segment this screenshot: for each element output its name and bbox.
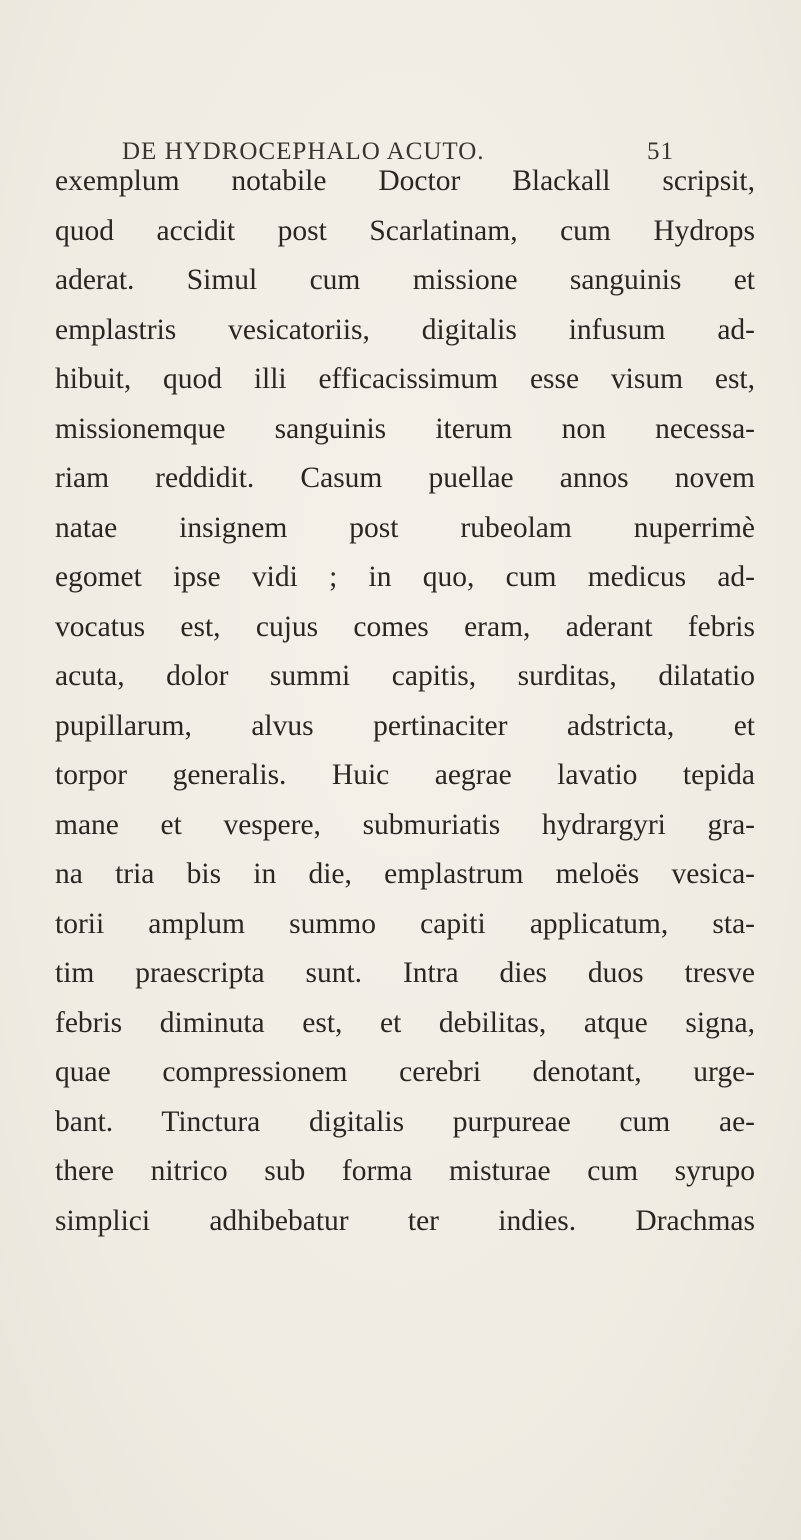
text-line: na tria bis in die, emplastrum meloës vesica-: [55, 858, 755, 890]
text-line: bant. Tinctura digitalis purpureae cum ae-: [55, 1105, 755, 1138]
running-title: DE HYDROCEPHALO ACUTO.: [122, 138, 485, 165]
text-line: torii amplum summo capiti applicatum, sta-: [55, 907, 755, 940]
text-line: missionemque sanguinis iterum non necessa-: [55, 412, 755, 445]
text-line: febris diminuta est, et debilitas, atque signa,: [55, 1006, 755, 1039]
text-line: aderat. Simul cum missione sanguinis et: [55, 264, 755, 296]
text-line: mane et vespere, submuriatis hydrargyri gra-: [55, 808, 755, 841]
text-line: quod accidit post Scarlatinam, cum Hydrops: [55, 214, 755, 247]
text-line: exemplum notabile Doctor Blackall scripsit,: [55, 165, 755, 197]
text-line: simplici adhibebatur ter indies. Drachmas: [55, 1204, 755, 1237]
text-line: torpor generalis. Huic aegrae lavatio tepida: [55, 759, 755, 791]
text-line: natae insignem post rubeolam nuperrimè: [55, 511, 755, 544]
text-line: vocatus est, cujus comes eram, aderant febris: [55, 610, 755, 643]
text-line: pupillarum, alvus pertinaciter adstricta, et: [55, 709, 755, 742]
body-text: [55, 157, 755, 1246]
text-line: quae compressionem cerebri denotant, urge-: [55, 1056, 755, 1088]
text-line: acuta, dolor summi capitis, surditas, dilatatio: [55, 660, 755, 692]
text-line: emplastris vesicatoriis, digitalis infusum ad-: [55, 313, 755, 346]
text-line: hibuit, quod illi efficacissimum esse visum est,: [55, 363, 755, 395]
text-line: egomet ipse vidi ; in quo, cum medicus ad-: [55, 561, 755, 593]
page-number: 51: [647, 138, 674, 165]
text-line: tim praescripta sunt. Intra dies duos tresve: [55, 957, 755, 989]
text-line: there nitrico sub forma misturae cum syrupo: [55, 1155, 755, 1187]
text-line: riam reddidit. Casum puellae annos novem: [55, 462, 755, 494]
